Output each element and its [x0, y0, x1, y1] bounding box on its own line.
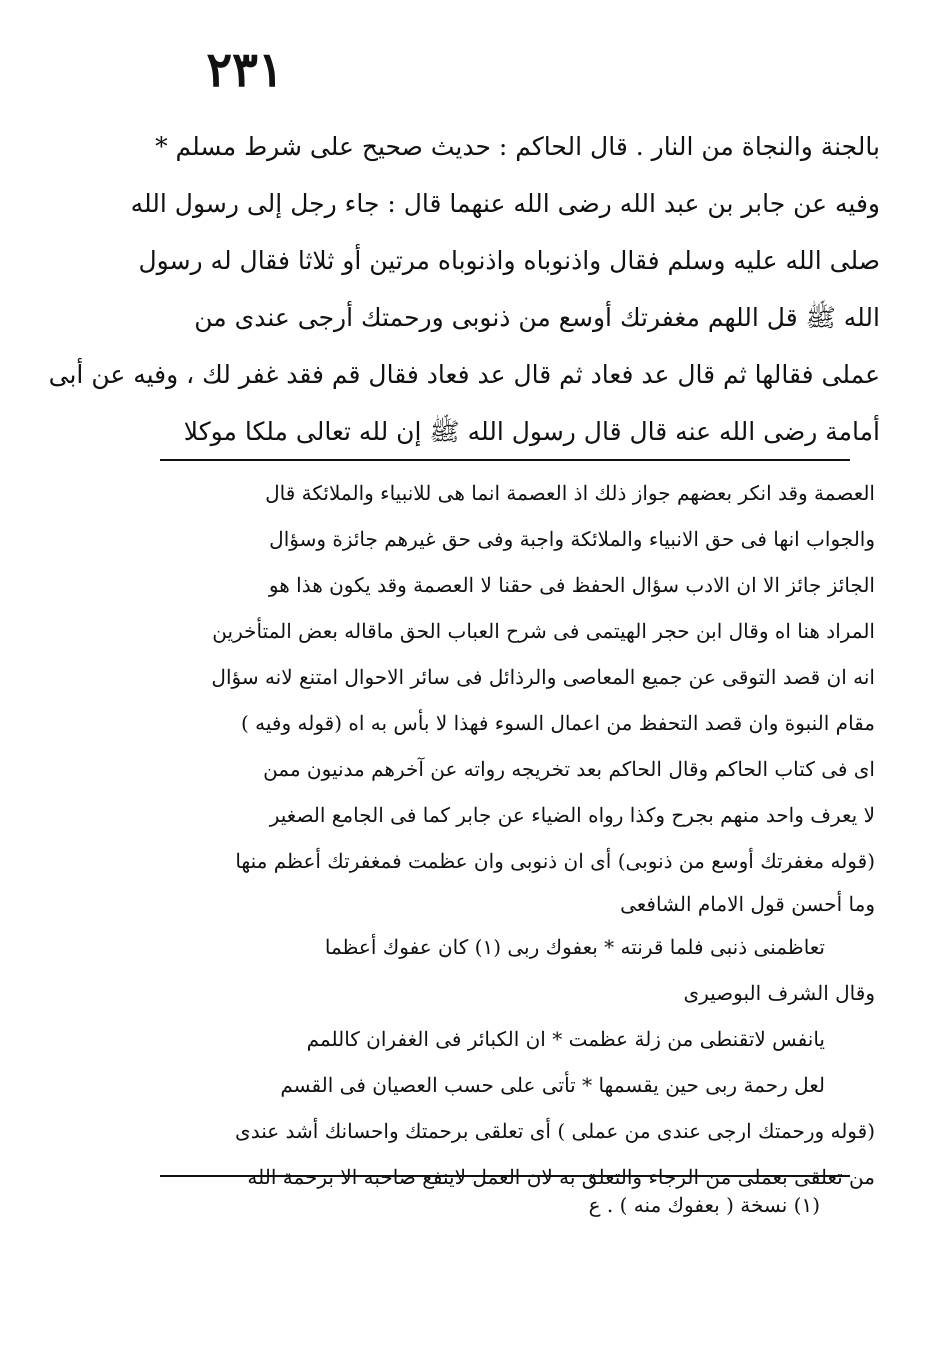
commentary-line: والجواب انها فى حق الانبياء والملائكة واجبة وفى حق غيرهم جائزة وسؤال — [269, 527, 875, 551]
commentary-line: انه ان قصد التوقى عن جميع المعاصى والرذائل فى سائر الاحوال امتنع لانه سؤال — [211, 665, 875, 689]
main-text-line: وفيه عن جابر بن عبد الله رضى الله عنهما قال : جاء رجل إلى رسول الله — [130, 189, 880, 218]
footnote: (١) نسخة ( بعفوك منه ) . ع — [588, 1193, 820, 1217]
commentary-line: مقام النبوة وان قصد التحفظ من اعمال السوء فهذا لا بأس به اه (قوله وفيه ) — [241, 711, 875, 735]
verse-shafii: تعاظمنى ذنبى فلما قرنته * بعفوك ربى (١) كان عفوك أعظما — [324, 935, 825, 959]
commentary-line: العصمة وقد انكر بعضهم جواز ذلك اذ العصمة انما هى للانبياء والملائكة قال — [265, 481, 875, 505]
commentary-line: وما أحسن قول الامام الشافعى — [620, 892, 875, 916]
footnote-divider — [160, 1175, 850, 1177]
main-text-line: بالجنة والنجاة من النار . قال الحاكم : حديث صحيح على شرط مسلم * — [155, 132, 880, 161]
commentary-line: المراد هنا اه وقال ابن حجر الهيتمى فى شرح العباب الحق ماقاله بعض المتأخرين — [212, 619, 875, 643]
commentary-line: (قوله مغفرتك أوسع من ذنوبى) أى ان ذنوبى وان عظمت فمغفرتك أعظم منها — [235, 849, 875, 873]
commentary-line: وقال الشرف البوصيرى — [683, 981, 875, 1005]
page-number: ٢٣١ — [206, 42, 284, 98]
commentary-line: لا يعرف واحد منهم بجرح وكذا رواه الضياء عن جابر كما فى الجامع الصغير — [269, 803, 875, 827]
commentary — [140, 470, 875, 1200]
main-text-line: أمامة رضى الله عنه قال قال رسول الله ﷺ إن لله تعالى ملكا موكلا — [183, 417, 880, 446]
commentary-line: اى فى كتاب الحاكم وقال الحاكم بعد تخريجه رواته عن آخرهم مدنيون ممن — [263, 757, 875, 781]
main-divider — [160, 459, 850, 461]
commentary-line: (قوله ورحمتك ارجى عندى من عملى ) أى تعلقى برحمتك واحسانك أشد عندى — [235, 1119, 875, 1143]
main-text-line: عملى فقالها ثم قال عد فعاد ثم قال عد فعاد فقال قم فقد غفر لك ، وفيه عن أبى — [48, 360, 880, 389]
main-text-line: صلى الله عليه وسلم فقال واذنوباه واذنوباه مرتين أو ثلاثا فقال له رسول — [138, 246, 880, 275]
verse-busiri: يانفس لاتقنطى من زلة عظمت * ان الكبائر فى الغفران كاللمم — [306, 1027, 825, 1051]
main-text-line: الله ﷺ قل اللهم مغفرتك أوسع من ذنوبى ورحمتك أرجى عندى من — [194, 303, 880, 332]
commentary-line: الجائز جائز الا ان الادب سؤال الحفظ فى حقنا لا العصمة وقد يكون هذا هو — [268, 573, 875, 597]
commentary-line: من تعلقى بعملى من الرجاء والتعلق به لان العمل لاينفع صاحبه الا برحمة الله — [247, 1165, 875, 1189]
verse-busiri: لعل رحمة ربى حين يقسمها * تأتى على حسب العصيان فى القسم — [280, 1073, 825, 1097]
main-text — [48, 118, 880, 460]
